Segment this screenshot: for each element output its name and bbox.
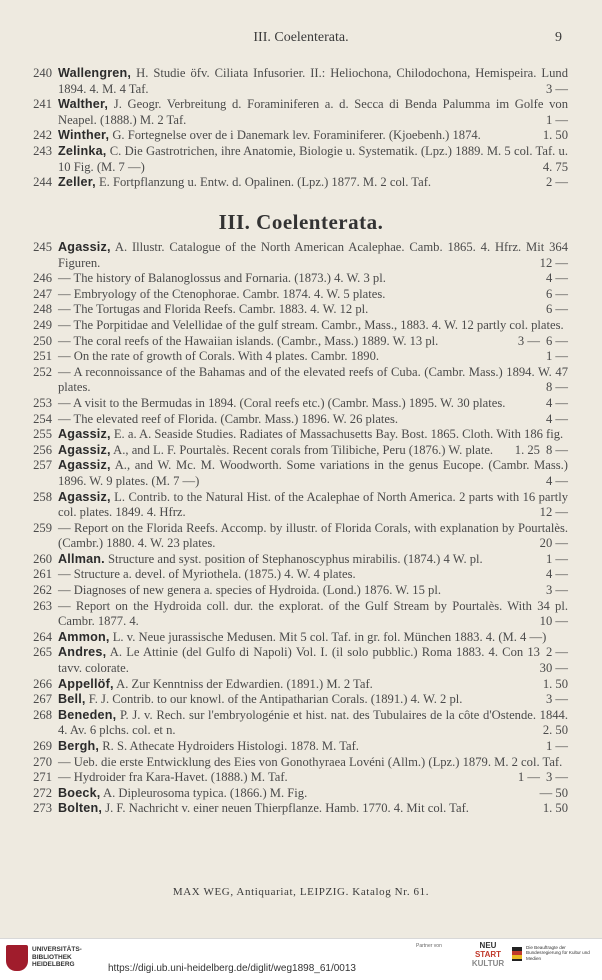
entry-price: 3 —	[545, 583, 568, 598]
entry-price: 6 —	[545, 302, 568, 317]
neustart-line: START	[474, 950, 502, 959]
catalog-entry	[22, 412, 568, 428]
entry-price: 4 —	[545, 567, 568, 582]
entry-description: A. Zur Kenntniss der Edwardien. (1891.) M. 2 Taf.	[116, 676, 373, 691]
entry-price: 1. 50	[542, 128, 568, 143]
entry-description: — The history of Balanoglossus and Fornaria. (1873.) 4. W. 3 pl.	[58, 271, 386, 286]
entry-description: C. Die Gastrotrichen, ihre Anatomie, Biologie u. Systematik. (Lpz.) 1889. M. 5 col. Taf. u. 10 Fig. (M. 7 —)	[58, 143, 568, 174]
entry-price: 4 —	[545, 271, 568, 286]
entry-description: A. Dipleurosoma typica. (1866.) M. Fig.	[102, 785, 308, 800]
entry-number: 251	[33, 349, 52, 364]
federal-eagle-icon	[512, 947, 522, 961]
entry-description: L. Contrib. to the Natural Hist. of the Acalephae of North America. 2 parts with 16 partly col. plates. 1849. 4. Hfrz.	[58, 489, 568, 520]
catalog-entry	[22, 770, 568, 786]
entry-description: G. Fortegnelse over de i Danemark lev. Foraminiferer. (Kjoebenh.) 1874.	[112, 128, 481, 143]
entry-number: 256	[33, 442, 52, 457]
catalog-entry	[22, 708, 568, 739]
entry-price: 1 —	[545, 551, 568, 566]
entry-description: A. Illustr. Catalogue of the North American Acalephae. Camb. 1865. 4. Hfrz. Mit 364 Figuren.	[58, 240, 568, 270]
catalog-footer: MAX WEG, Antiquariat, LEIPZIG. Katalog Nr. 61.	[172, 886, 430, 898]
entry-price: 12 —	[539, 255, 568, 270]
entry-author: Winther,	[58, 128, 110, 143]
catalog-entry	[22, 396, 568, 412]
document-url-link[interactable]: https://digi.ub.uni-heidelberg.de/diglit/weg1898_61/0013	[108, 963, 356, 974]
entry-price: 12 —	[539, 505, 568, 520]
entry-number: 262	[33, 583, 52, 598]
entry-price: 8 —	[545, 442, 568, 457]
bkm-logo[interactable]	[512, 945, 598, 973]
entry-author: Beneden,	[58, 707, 117, 722]
page-number: 9	[555, 30, 562, 45]
entry-price: 3 —	[545, 81, 568, 96]
entry-price: 3 —	[545, 692, 568, 707]
entry-number: 258	[33, 489, 52, 504]
entry-price: 2 —	[545, 175, 568, 190]
catalog-entry	[22, 240, 568, 271]
catalog-entry	[22, 490, 568, 521]
entry-number: 255	[33, 427, 52, 442]
catalog-entry	[22, 552, 568, 568]
entry-number: 247	[33, 286, 52, 301]
entry-price: 3 —	[517, 333, 540, 348]
entry-number: 273	[33, 801, 52, 816]
entry-description: — Hydroider fra Kara-Havet. (1888.) M. Taf.	[58, 770, 288, 785]
entry-number: 241	[33, 97, 52, 112]
logo-line: HEIDELBERG	[32, 961, 75, 968]
entry-number: 246	[33, 271, 52, 286]
entry-description: — Report on the Hydroida coll. dur. the explorat. of the Gulf Stream by Pourtalès. With 34 pl. Cambr. 1877. 4.	[58, 598, 568, 629]
entry-description: P. J. v. Rech. sur l'embryologénie et hist. nat. des Tubulaires de la côte d'Ostende. 1844. 4. Av. 6 plchs. col. et n.	[58, 707, 568, 738]
entry-description: J. Geogr. Verbreitung d. Foraminiferen a. d. Secca di Benda Palumma im Golfe von Neapel. (1888.) M. 2 Taf.	[58, 97, 568, 127]
entry-author: Andres,	[58, 645, 107, 660]
catalog-entry	[22, 677, 568, 693]
entry-number: 272	[33, 785, 52, 800]
entry-description: E. a. A. Seaside Studies. Radiates of Massachusetts Bay. Bost. 1865. Cloth. With 186 fig.	[113, 427, 564, 442]
catalog-entry	[22, 349, 568, 365]
entry-price: 10 —	[539, 614, 568, 629]
university-library-logo[interactable]	[6, 945, 106, 973]
neustart-kultur-logo[interactable]	[470, 941, 506, 968]
running-head: III. Coelenterata.	[253, 30, 349, 45]
entry-number: 243	[33, 143, 52, 158]
entry-description: — A reconnoissance of the Bahamas and of the elevated reefs of Cuba. (Cambr. Mass.) 1894. W. 47 plates.	[58, 364, 568, 395]
entry-number: 261	[33, 567, 52, 582]
entry-price: 1 —	[545, 739, 568, 753]
logo-line: UNIVERSITÄTS-	[32, 946, 82, 953]
catalog-entry	[22, 692, 568, 708]
entry-price: — 50	[539, 785, 568, 800]
entry-author: Bergh,	[58, 739, 100, 753]
entries-main	[22, 240, 568, 817]
entry-price: 4 —	[545, 411, 568, 426]
entry-author: Ammon,	[58, 629, 110, 644]
entry-description: — A visit to the Bermudas in 1894. (Coral reefs etc.) (Cambr. Mass.) 1895. W. 30 plates.	[58, 395, 506, 410]
entry-author: Agassiz,	[58, 240, 111, 254]
entry-number: 265	[33, 645, 52, 660]
catalog-entry	[22, 583, 568, 599]
catalog-entry	[22, 175, 568, 191]
catalog-entry	[22, 365, 568, 396]
entry-author: Zeller,	[58, 175, 96, 190]
entry-price: 1. 50	[542, 676, 568, 691]
entry-description: — Report on the Florida Reefs. Accomp. by illustr. of Florida Corals, with explanation by Pourtalès. (Cambr.) 1880. 4. W. 23 plates.	[58, 520, 568, 551]
catalog-entry	[22, 599, 568, 630]
catalog-entry	[22, 443, 568, 459]
catalog-entry	[22, 458, 568, 489]
neustart-line: KULTUR	[471, 959, 505, 968]
entry-description: — The elevated reef of Florida. (Cambr. Mass.) 1896. W. 26 plates.	[58, 411, 399, 426]
entry-number: 248	[33, 302, 52, 317]
entry-description: E. Fortpflanzung u. Entw. d. Opalinen. (Lpz.) 1877. M. 2 col. Taf.	[98, 175, 432, 190]
entry-number: 254	[33, 411, 52, 426]
entry-description: — Embryology of the Ctenophorae. Cambr. 1874. 4. W. 5 plates.	[58, 286, 386, 301]
entry-number: 267	[33, 692, 52, 707]
entry-description: A., and L. F. Pourtalès. Recent corals from Tilibiche, Peru (1876.) W. plate.	[113, 442, 494, 457]
entry-number: 263	[33, 598, 52, 613]
entry-number: 244	[33, 175, 52, 190]
catalog-entry	[22, 739, 568, 755]
entry-description: R. S. Athecate Hydroiders Histologi. 1878. M. Taf.	[102, 739, 359, 753]
entry-description: A., and W. Mc. M. Woodworth. Some variations in the genus Eucope. (Cambr. Mass.) 1896. W. 9 plates. (M. 7 —)	[58, 458, 568, 488]
entry-number: 266	[33, 676, 52, 691]
entry-price: 6 —	[545, 286, 568, 301]
entry-price: 2. 50	[542, 723, 568, 738]
entry-author: Walther,	[58, 97, 109, 112]
entry-number: 240	[33, 66, 52, 80]
entry-number: 252	[33, 364, 52, 379]
catalog-entry	[22, 97, 568, 128]
entry-author: Bolten,	[58, 801, 103, 816]
neustart-line: NEU	[479, 941, 497, 950]
entry-author: Agassiz,	[58, 489, 111, 504]
entries-top	[22, 66, 568, 191]
library-shield-icon	[6, 945, 28, 971]
entry-description: — The coral reefs of the Hawaiian islands. (Cambr., Mass.) 1889. W. 13 pl.	[58, 333, 439, 348]
entry-number: 268	[33, 707, 52, 722]
entry-price: 1. 25	[514, 442, 540, 457]
entry-number: 259	[33, 520, 52, 535]
entry-number: 257	[33, 458, 52, 473]
entry-description: L. v. Neue jurassische Medusen. Mit 5 col. Taf. in gr. fol. München 1883. 4. (M. 4 —)	[112, 629, 547, 644]
entry-description: — Ueb. die erste Entwicklung des Eies von Gonothyraea Lovéni (Allm.) (Lpz.) 1879. M. 2 col. Taf.	[58, 754, 563, 769]
catalog-entry	[22, 302, 568, 318]
entry-description: Structure and syst. position of Stephanoscyphus mirabilis. (1874.) 4 W. pl.	[108, 551, 483, 566]
entry-number: 260	[33, 551, 52, 566]
viewer-bottom-bar	[0, 938, 602, 980]
catalog-entry	[22, 645, 568, 676]
entry-price: 8 —	[545, 380, 568, 395]
entry-price: 1 —	[545, 112, 568, 127]
entry-price: 20 —	[539, 536, 568, 551]
entry-description: — Structure a. devel. of Myriothela. (1875.) 4. W. 4 plates.	[58, 567, 356, 582]
catalog-entry	[22, 287, 568, 303]
entry-description: J. F. Nachricht v. einer neuen Thierpflanze. Hamb. 1770. 4. Mit col. Taf.	[105, 801, 469, 816]
entry-number: 249	[33, 317, 52, 332]
entry-description: H. Studie öfv. Ciliata Infusorier. II.: Heliochona, Chilodochona, Hemispeira. Lund 1894. 4. M. 4 Taf.	[58, 66, 568, 96]
entry-author: Zelinka,	[58, 143, 107, 158]
section-heading: III. Coelenterata.	[218, 210, 384, 234]
entry-author: Allman.	[58, 551, 105, 566]
entry-number: 270	[33, 754, 52, 769]
entry-description: F. J. Contrib. to our knowl. of the Antipatharian Corals. (1891.) 4. W. 2 pl.	[88, 692, 463, 707]
entry-description: A. Le Attinie (del Gulfo di Napoli) Vol. I. (il solo pubblic.) Roma 1883. 4. Con 13 tavv. colorate.	[58, 645, 540, 676]
catalog-entry	[22, 521, 568, 552]
entry-number: 264	[33, 629, 52, 644]
logo-line: BIBLIOTHEK	[32, 953, 72, 961]
catalog-entry	[22, 567, 568, 583]
catalog-entry	[22, 271, 568, 287]
entry-author: Agassiz,	[58, 427, 111, 442]
entry-number: 245	[33, 240, 52, 254]
entry-number: 242	[33, 128, 52, 143]
entry-price: 6 —	[545, 333, 568, 348]
entry-price: 1 —	[517, 770, 540, 785]
entry-price: 1. 50	[542, 801, 568, 816]
catalog-entry	[22, 801, 568, 817]
bkm-text: Die Beauftragte der Bundesregierung für Kultur und Medien	[526, 945, 590, 961]
entry-number: 250	[33, 333, 52, 348]
entry-price: 30 —	[539, 661, 568, 676]
entry-price: 3 —	[545, 770, 568, 785]
entry-number: 269	[33, 739, 52, 753]
entry-price: 4 —	[545, 395, 568, 410]
catalog-entry	[22, 334, 568, 350]
entry-price: 4 —	[545, 473, 568, 488]
entry-number: 253	[33, 395, 52, 410]
entry-description: — The Tortugas and Florida Reefs. Cambr. 1883. 4. W. 12 pl.	[58, 302, 369, 317]
catalog-entry	[22, 66, 568, 97]
entry-author: Wallengren,	[58, 66, 132, 80]
entry-number: 271	[33, 770, 52, 785]
entry-author: Boeck,	[58, 785, 101, 800]
partner-label: Partner von	[416, 943, 442, 949]
entry-price: 1 —	[545, 349, 568, 364]
entry-author: Agassiz,	[58, 458, 111, 473]
catalog-entry	[22, 128, 568, 144]
entry-author: Agassiz,	[58, 442, 111, 457]
catalog-entry	[22, 144, 568, 175]
entry-price: 4. 75	[542, 159, 568, 174]
catalog-entry	[22, 786, 568, 802]
entry-price: 2 —	[545, 645, 568, 660]
entry-author: Bell,	[58, 692, 86, 707]
entry-description: — Diagnoses of new genera a. species of Hydroida. (Lond.) 1876. W. 15 pl.	[58, 583, 441, 598]
entry-author: Appellöf,	[58, 676, 114, 691]
entry-description: — The Porpitidae and Velellidae of the gulf stream. Cambr., Mass., 1883. 4. W. 12 partly col. plates.	[58, 317, 564, 332]
entry-description: — On the rate of growth of Corals. With 4 plates. Cambr. 1890.	[58, 349, 380, 364]
